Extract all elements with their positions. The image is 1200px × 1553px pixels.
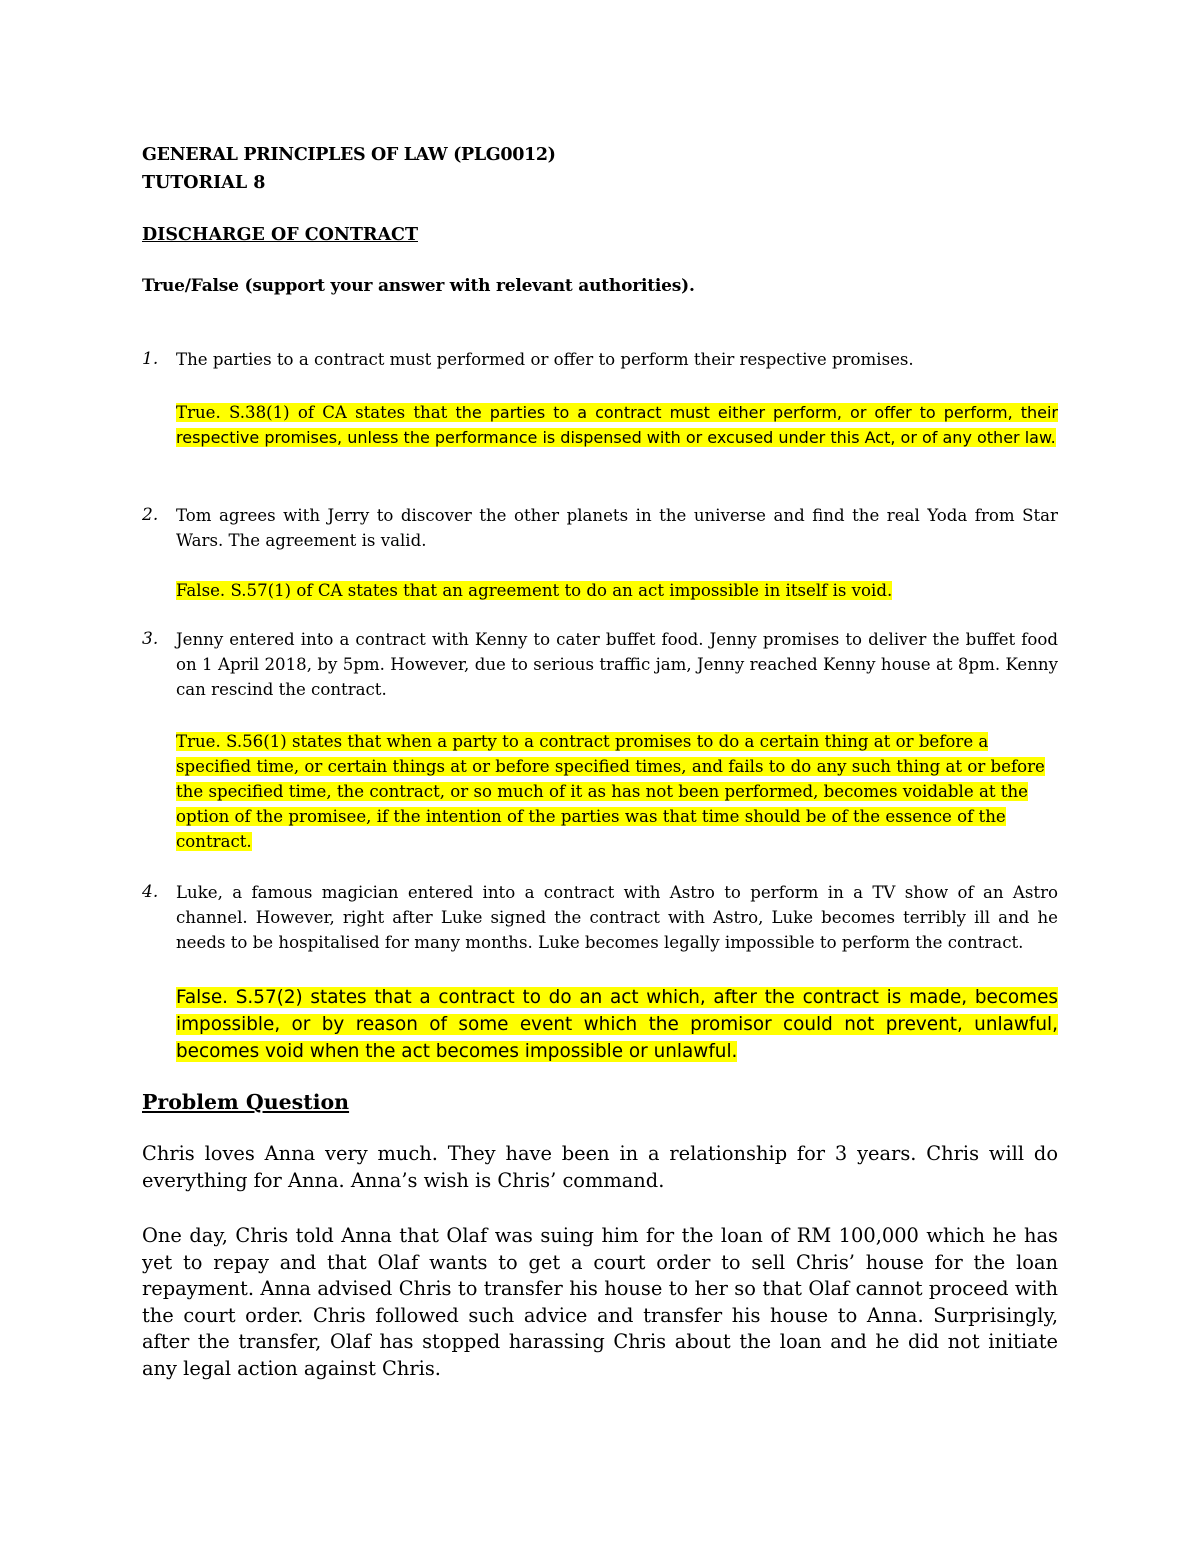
problem-paragraph-1: Chris loves Anna very much. They have been in a relationship for 3 years. Chris will do everything for Anna. Anna’s wish is Chris’ command. xyxy=(142,1142,1058,1192)
question-number-1: 1. xyxy=(142,349,159,369)
question-4-text: Luke, a famous magician entered into a contract with Astro to perform in a TV show of an Astro channel. However, right after Luke signed the contract with Astro, Luke becomes terribly ill and he needs to be hospitalised for many months. Luke becomes legally impossible to perform the contract. xyxy=(176,883,1058,952)
problem-question-title: Problem Question xyxy=(142,1090,350,1114)
question-number-2: 2. xyxy=(142,505,159,525)
tutorial-number: TUTORIAL 8 xyxy=(142,173,266,193)
question-3-text: Jenny entered into a contract with Kenny to cater buffet food. Jenny promises to deliver the buffet food on 1 April 2018, by 5pm. However, due to serious traffic jam, Jenny reached Kenny house at 8pm. Kenny can rescind the contract. xyxy=(176,630,1058,699)
answer-2-text: False. S.57(1) of CA states that an agreement to do an act impossible in itself is void. xyxy=(176,581,893,600)
question-number-3: 3. xyxy=(142,629,159,649)
answer-1 xyxy=(176,400,1058,450)
section-title: DISCHARGE OF CONTRACT xyxy=(142,225,418,245)
answer-3 xyxy=(176,729,1046,854)
answer-3-text: True. S.56(1) states that when a party to a contract promises to do a certain thing at or before a specified time, or certain things at or before specified times, and fails to do any such thing at or before the specified time, the contract, or so much of it as has not been performed, becomes voidable at the option of the promisee, if the intention of the parties was that time should be of the essence of the contract. xyxy=(176,732,1045,851)
answer-4 xyxy=(176,984,1058,1065)
question-1-text: The parties to a contract must performed or offer to perform their respective promises. xyxy=(176,350,914,369)
answer-2 xyxy=(176,578,1058,603)
problem-paragraph-2: One day, Chris told Anna that Olaf was suing him for the loan of RM 100,000 which he has yet to repay and that Olaf wants to get a court order to sell Chris’ house for the loan repayment. Anna advised Chris to transfer his house to her so that Olaf cannot proceed with the court order. Chris followed such advice and transfer his house to Anna. Surprisingly, after the transfer, Olaf has stopped harassing Chris about the loan and he did not initiate any legal action against Chris. xyxy=(142,1224,1058,1380)
course-title: GENERAL PRINCIPLES OF LAW (PLG0012) xyxy=(142,145,556,165)
question-2-text: Tom agrees with Jerry to discover the other planets in the universe and find the real Yoda from Star Wars. The agreement is valid. xyxy=(176,506,1058,550)
answer-1-lead: True. S.38(1) of CA states that xyxy=(176,403,456,422)
answer-4-text: False. S.57(2) states that a contract to do an act which, after the contract is made, becomes impossible, or by reason of some event which the promisor could not prevent, unlawful, becomes void when the act becomes impossible or unlawful. xyxy=(176,987,1058,1062)
answer-1-quote: the parties to a contract must either perform, or offer to perform, their respective promises, unless the performance is dispensed with or excused under this Act, or of any other law. xyxy=(176,403,1058,447)
question-number-4: 4. xyxy=(142,882,159,902)
instructions: True/False (support your answer with relevant authorities). xyxy=(142,276,695,296)
